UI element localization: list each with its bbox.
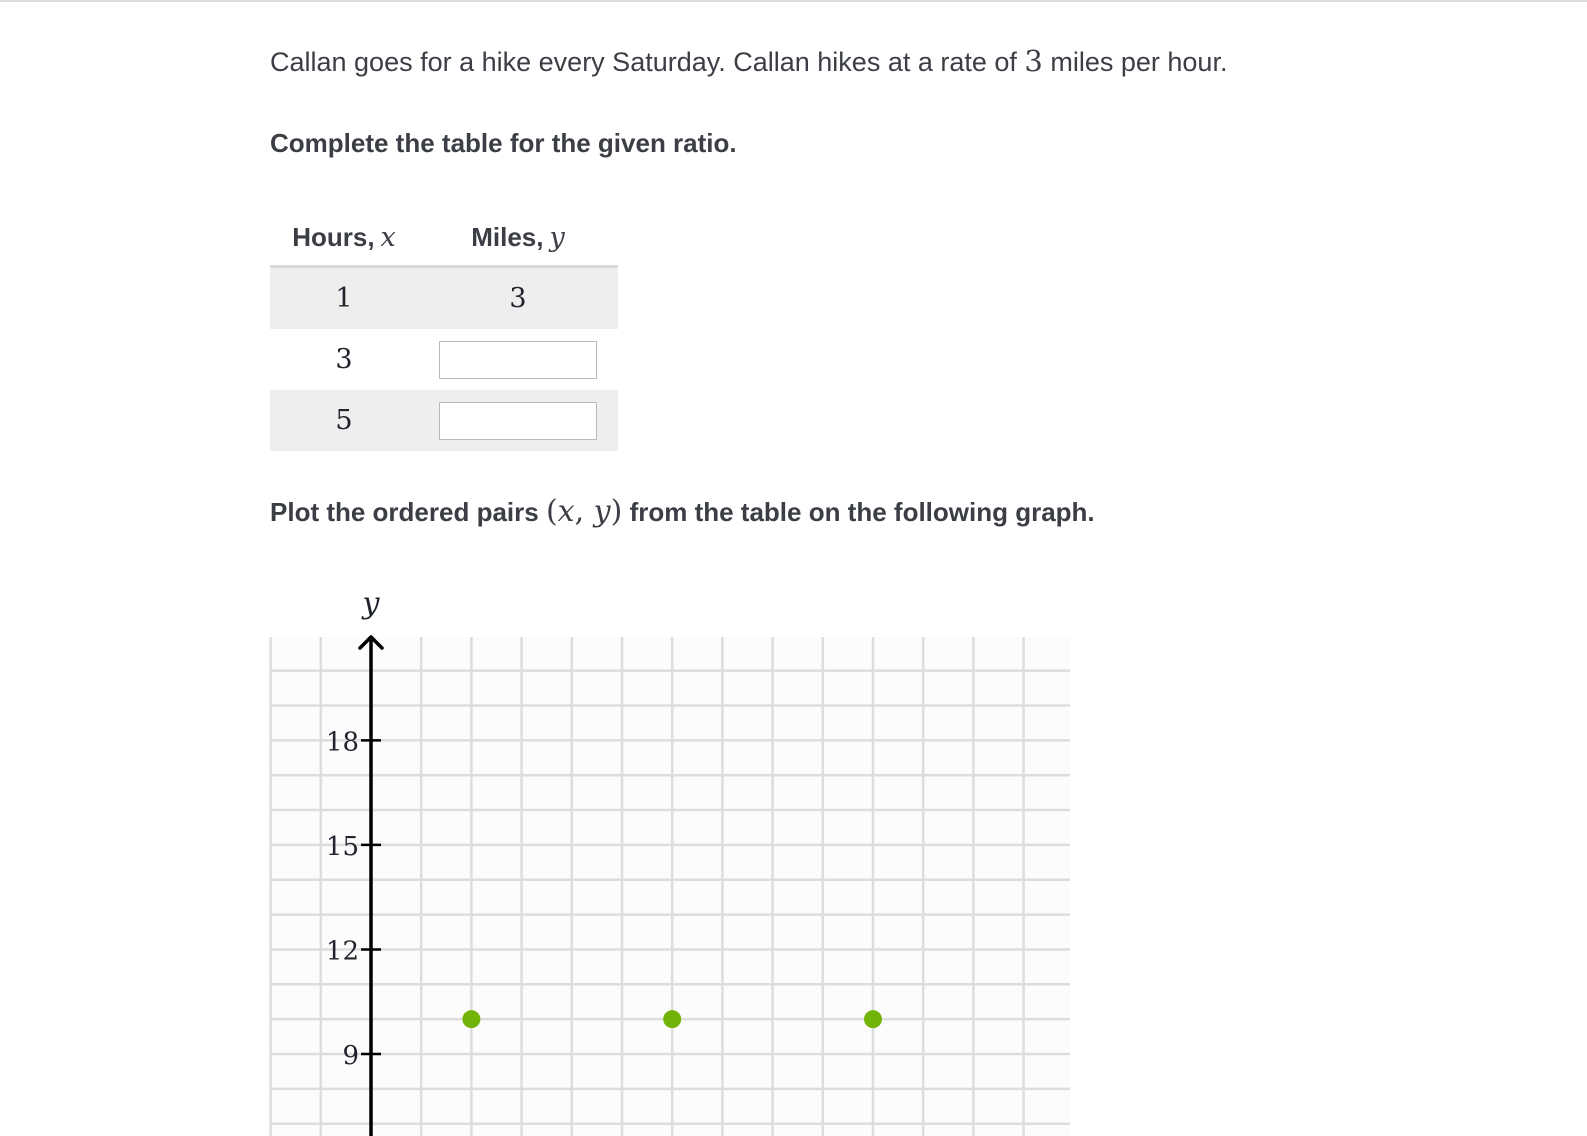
header-hours-var: x [380, 222, 396, 253]
y-axis-label: y [362, 586, 380, 621]
plot-point[interactable] [663, 1010, 681, 1028]
header-miles-var: y [549, 222, 565, 253]
graph-grid [271, 637, 1070, 1136]
header-miles-label: Miles, [471, 222, 544, 252]
pair-y: y [593, 494, 611, 529]
y-tick-label: 12 [325, 936, 359, 967]
hours-cell: 1 [335, 283, 353, 314]
intro-text-end: miles per hour. [1042, 47, 1228, 77]
miles-cell: 3 [509, 283, 527, 314]
y-tick-label: 9 [342, 1041, 359, 1071]
y-tick-label: 15 [325, 831, 359, 862]
plot-text-end: from the table on the following graph. [622, 497, 1095, 527]
plot-point[interactable] [462, 1010, 480, 1028]
header-hours-label: Hours, [292, 222, 375, 252]
pair-close: ) [610, 494, 623, 529]
hours-cell: 5 [335, 405, 353, 436]
pair-open: ( [545, 494, 558, 529]
graph-background [271, 637, 1070, 1136]
table-instruction: Complete the table for the given ratio. [270, 128, 737, 158]
hours-cell: 3 [335, 344, 353, 375]
plot-point[interactable] [864, 1010, 882, 1028]
intro-text: Callan goes for a hike every Saturday. Callan hikes at a rate of [270, 47, 1025, 77]
pair-x: x [557, 494, 575, 529]
pair-comma: , [574, 494, 594, 529]
y-tick-label: 18 [325, 727, 359, 758]
rate-value: 3 [1024, 44, 1043, 78]
plot-text: Plot the ordered pairs [270, 497, 546, 527]
